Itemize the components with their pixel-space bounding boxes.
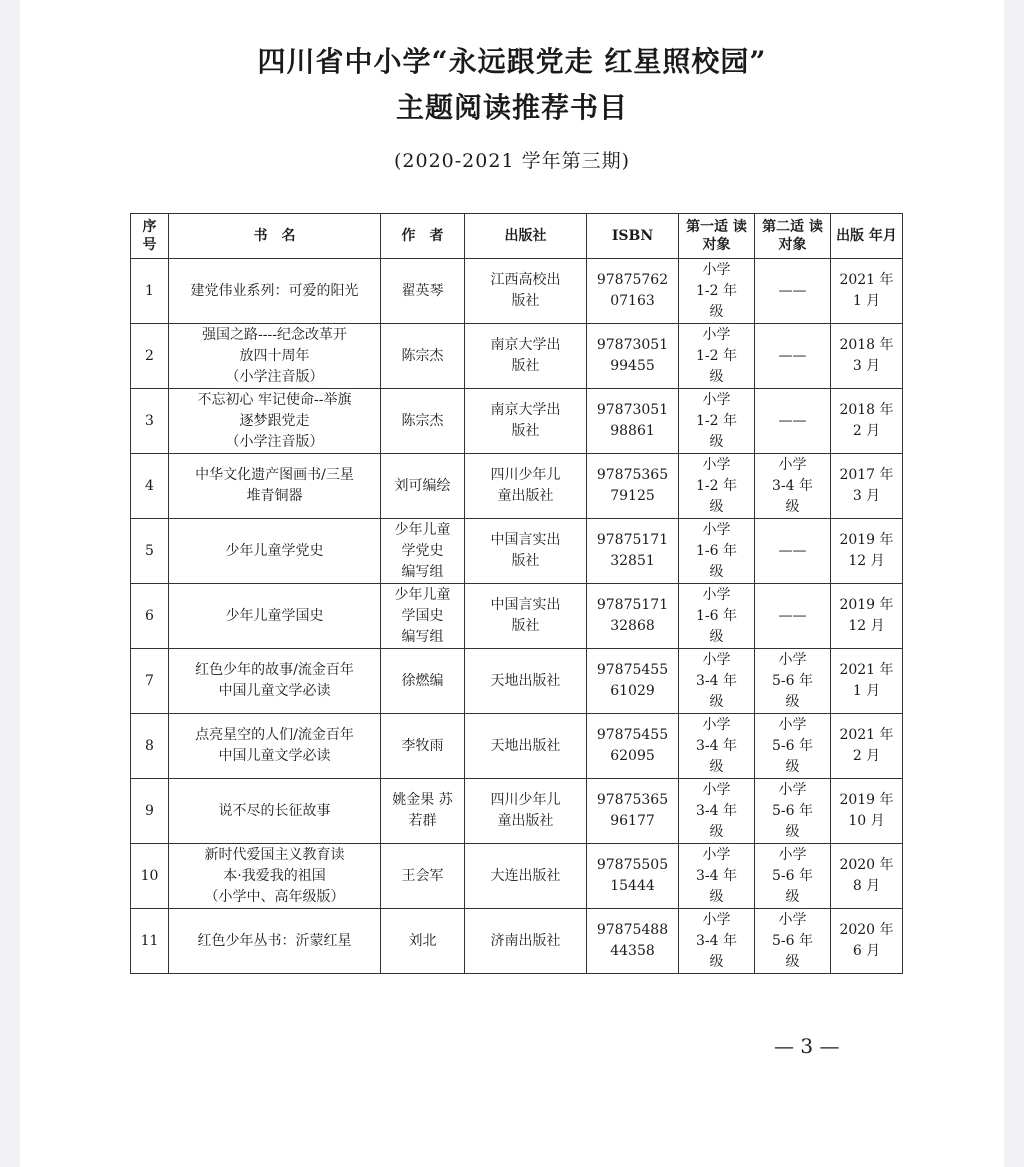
cell-isbn: 97873051 98861	[587, 389, 679, 454]
header-publisher: 出版社	[465, 214, 587, 259]
table-row	[131, 909, 903, 974]
cell-no: 1	[131, 259, 169, 324]
cell-date: 2017 年 3 月	[831, 454, 903, 519]
cell-publisher: 济南出版社	[465, 909, 587, 974]
cell-audience-1: 小学 3-4 年 级	[679, 779, 755, 844]
cell-audience-1: 小学 1-2 年 级	[679, 389, 755, 454]
cell-audience-2: 小学 5-6 年 级	[755, 649, 831, 714]
cell-title: 少年儿童学党史	[169, 519, 381, 584]
cell-publisher: 大连出版社	[465, 844, 587, 909]
cell-title: 少年儿童学国史	[169, 584, 381, 649]
cell-isbn: 97873051 99455	[587, 324, 679, 389]
cell-publisher: 中国言实出 版社	[465, 519, 587, 584]
cell-audience-2: ——	[755, 324, 831, 389]
header-title: 书 名	[169, 214, 381, 259]
cell-no: 3	[131, 389, 169, 454]
table-row	[131, 714, 903, 779]
cell-title: 强国之路----纪念改革开 放四十周年 （小学注音版）	[169, 324, 381, 389]
cell-title: 点亮星空的人们/流金百年 中国儿童文学必读	[169, 714, 381, 779]
cell-audience-2: 小学 5-6 年 级	[755, 714, 831, 779]
cell-audience-1: 小学 3-4 年 级	[679, 844, 755, 909]
table-row	[131, 844, 903, 909]
cell-title: 新时代爱国主义教育读 本·我爱我的祖国 （小学中、高年级版）	[169, 844, 381, 909]
cell-no: 10	[131, 844, 169, 909]
cell-isbn: 97875762 07163	[587, 259, 679, 324]
header-date: 出版 年月	[831, 214, 903, 259]
cell-author: 少年儿童 学国史 编写组	[381, 584, 465, 649]
cell-audience-1: 小学 1-6 年 级	[679, 584, 755, 649]
cell-isbn: 97875505 15444	[587, 844, 679, 909]
cell-no: 9	[131, 779, 169, 844]
cell-audience-2: ——	[755, 389, 831, 454]
table-row	[131, 389, 903, 454]
cell-author: 少年儿童 学党史 编写组	[381, 519, 465, 584]
cell-no: 11	[131, 909, 169, 974]
table-row	[131, 519, 903, 584]
cell-date: 2019 年 12 月	[831, 584, 903, 649]
cell-publisher: 天地出版社	[465, 714, 587, 779]
page-number: — 3 —	[774, 1034, 840, 1058]
table-row	[131, 584, 903, 649]
table-row	[131, 454, 903, 519]
cell-audience-2: 小学 5-6 年 级	[755, 844, 831, 909]
cell-date: 2021 年 1 月	[831, 259, 903, 324]
cell-title: 红色少年的故事/流金百年 中国儿童文学必读	[169, 649, 381, 714]
cell-date: 2020 年 8 月	[831, 844, 903, 909]
cell-publisher: 四川少年儿 童出版社	[465, 779, 587, 844]
table-row	[131, 324, 903, 389]
cell-audience-2: 小学 3-4 年 级	[755, 454, 831, 519]
cell-title: 建党伟业系列：可爱的阳光	[169, 259, 381, 324]
cell-isbn: 97875171 32851	[587, 519, 679, 584]
cell-title: 中华文化遗产图画书/三星 堆青铜器	[169, 454, 381, 519]
cell-audience-1: 小学 3-4 年 级	[679, 714, 755, 779]
cell-audience-1: 小学 1-6 年 级	[679, 519, 755, 584]
cell-date: 2019 年 10 月	[831, 779, 903, 844]
cell-no: 5	[131, 519, 169, 584]
cell-author: 陈宗杰	[381, 324, 465, 389]
cell-title: 红色少年丛书：沂蒙红星	[169, 909, 381, 974]
cell-publisher: 江西高校出 版社	[465, 259, 587, 324]
cell-date: 2021 年 2 月	[831, 714, 903, 779]
header-no: 序 号	[131, 214, 169, 259]
book-list-table	[130, 213, 903, 974]
table-row	[131, 259, 903, 324]
header-author: 作 者	[381, 214, 465, 259]
cell-audience-1: 小学 1-2 年 级	[679, 259, 755, 324]
cell-isbn: 97875365 96177	[587, 779, 679, 844]
cell-title: 说不尽的长征故事	[169, 779, 381, 844]
cell-author: 李牧雨	[381, 714, 465, 779]
cell-date: 2021 年 1 月	[831, 649, 903, 714]
document-title-line2: 主题阅读推荐书目	[395, 91, 628, 124]
cell-audience-1: 小学 1-2 年 级	[679, 324, 755, 389]
cell-audience-1: 小学 3-4 年 级	[679, 909, 755, 974]
cell-audience-1: 小学 1-2 年 级	[679, 454, 755, 519]
cell-audience-2: ——	[755, 519, 831, 584]
table-row	[131, 779, 903, 844]
table-header-row	[131, 214, 903, 259]
cell-author: 翟英琴	[381, 259, 465, 324]
cell-author: 陈宗杰	[381, 389, 465, 454]
cell-publisher: 四川少年儿 童出版社	[465, 454, 587, 519]
cell-date: 2018 年 2 月	[831, 389, 903, 454]
document-title: 四川省中小学“永远跟党走 红星照校园”	[257, 45, 767, 78]
cell-isbn: 97875365 79125	[587, 454, 679, 519]
cell-date: 2018 年 3 月	[831, 324, 903, 389]
cell-publisher: 南京大学出 版社	[465, 389, 587, 454]
document-page	[20, 0, 1004, 1167]
cell-no: 4	[131, 454, 169, 519]
cell-author: 徐燃编	[381, 649, 465, 714]
cell-publisher: 天地出版社	[465, 649, 587, 714]
header-audience-2: 第二适 读对象	[755, 214, 831, 259]
cell-title: 不忘初心 牢记使命--举旗 逐梦跟党走 （小学注音版）	[169, 389, 381, 454]
cell-isbn: 97875171 32868	[587, 584, 679, 649]
cell-audience-2: ——	[755, 584, 831, 649]
cell-author: 王会军	[381, 844, 465, 909]
cell-publisher: 南京大学出 版社	[465, 324, 587, 389]
cell-no: 6	[131, 584, 169, 649]
document-subtitle: (2020-2021 学年第三期)	[394, 150, 630, 172]
cell-audience-1: 小学 3-4 年 级	[679, 649, 755, 714]
cell-isbn: 97875455 62095	[587, 714, 679, 779]
cell-isbn: 97875488 44358	[587, 909, 679, 974]
table-row	[131, 649, 903, 714]
cell-author: 刘可编绘	[381, 454, 465, 519]
header-audience-1: 第一适 读对象	[679, 214, 755, 259]
cell-no: 2	[131, 324, 169, 389]
cell-audience-2: 小学 5-6 年 级	[755, 909, 831, 974]
cell-date: 2019 年 12 月	[831, 519, 903, 584]
cell-audience-2: 小学 5-6 年 级	[755, 779, 831, 844]
cell-isbn: 97875455 61029	[587, 649, 679, 714]
cell-publisher: 中国言实出 版社	[465, 584, 587, 649]
cell-author: 姚金果 苏 若群	[381, 779, 465, 844]
cell-date: 2020 年 6 月	[831, 909, 903, 974]
cell-author: 刘北	[381, 909, 465, 974]
cell-audience-2: ——	[755, 259, 831, 324]
cell-no: 7	[131, 649, 169, 714]
header-isbn: ISBN	[587, 214, 679, 259]
cell-no: 8	[131, 714, 169, 779]
